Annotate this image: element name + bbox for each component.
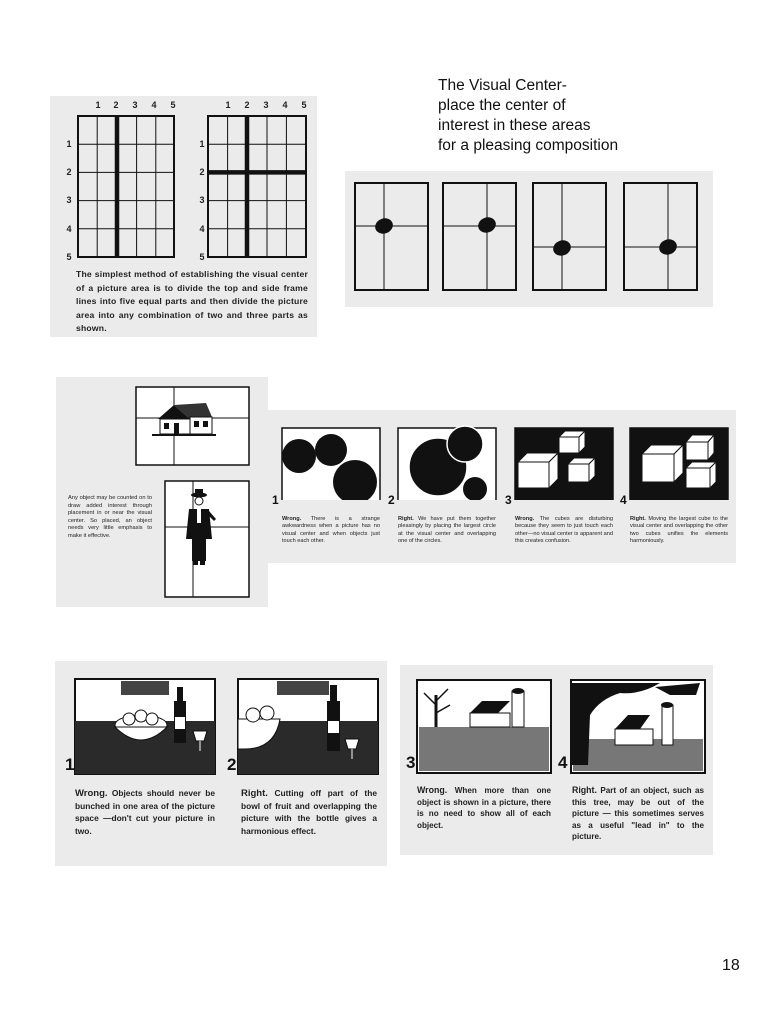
grid-vertical-division — [78, 116, 174, 257]
object-placement-caption: Any object may be counted on to draw added interest through placement in or near the visual center. So placed, an object needs very little emphasis to make it effective. — [68, 495, 152, 539]
still-life-right — [238, 679, 378, 774]
cubes-right-caption: Right. Moving the largest cube to the visual center and overlapping the other two cubes unifies the elements harmoniously. — [630, 516, 728, 545]
circles-cubes-panel — [268, 410, 736, 563]
grid-method-panel — [50, 96, 317, 337]
circles-right-caption: Right. We have put them together pleasingly by placing the largest circle at the visual center and overlapping one of the circles. — [398, 516, 496, 545]
grid-method-caption: The simplest method of establishing the visual center of a picture area is to divide the top and side frame lines into five equal parts and then divide the picture area into any combination of two and three parts as shown. — [76, 269, 308, 333]
figure-number: 4 — [620, 493, 627, 507]
visual-center-title — [438, 76, 698, 156]
figure-number: 2 — [388, 493, 395, 507]
landscape-right — [571, 680, 705, 773]
grid-row-number: 4 — [199, 224, 205, 234]
grid-column-number: 3 — [263, 100, 269, 110]
grid-cross-division — [208, 116, 306, 257]
object-placement-panel — [56, 377, 268, 607]
landscape-right-caption: Right. Part of an object, such as this tree, may be out of the picture — this sometimes serves as a useful "lead in" to the picture. — [572, 785, 705, 842]
still-life-frames — [55, 661, 387, 776]
page-number: 18 — [722, 957, 740, 974]
grid-column-number: 5 — [301, 100, 307, 110]
grid-row-number: 1 — [199, 139, 205, 149]
grid-row-number: 5 — [199, 252, 205, 262]
grid-row-number: 3 — [66, 195, 72, 205]
grid-row-number: 5 — [66, 252, 72, 262]
landscape-wrong-caption: Wrong. When more than one object is shown in a picture, there is no need to show all of each object. — [417, 785, 551, 830]
cubes-wrong-caption: Wrong. The cubes are disturbing because they seem to just touch each other—no visual center is apparent and this creates confusion. — [515, 516, 613, 545]
grid-column-number: 4 — [151, 100, 157, 110]
figure-number: 3 — [505, 493, 512, 507]
still-life-panel — [55, 661, 387, 866]
grid-column-number: 4 — [282, 100, 288, 110]
figure-number: 3 — [406, 753, 416, 772]
grid-column-number: 2 — [244, 100, 250, 110]
title-line: The Visual Center- — [438, 77, 567, 94]
landscape-panel — [400, 665, 713, 855]
circles-cubes-frames — [268, 410, 736, 500]
center-blob — [476, 215, 498, 235]
figure-number: 1 — [272, 493, 279, 507]
landscape-frames — [400, 665, 713, 780]
still-life-right-caption: Right. Cutting off part of the bowl of fruit and overlapping the picture with the bottle gives a harmonious effect. — [241, 788, 377, 836]
title-line: for a pleasing composition — [438, 137, 619, 154]
center-blob — [657, 237, 679, 257]
grid-column-number: 1 — [95, 100, 101, 110]
center-blob — [373, 216, 395, 236]
grid-column-number: 2 — [113, 100, 119, 110]
grid-row-number: 2 — [199, 167, 205, 177]
grid-row-number: 3 — [199, 195, 205, 205]
figure-number: 2 — [227, 755, 237, 774]
grid-column-number: 5 — [170, 100, 176, 110]
grid-row-number: 4 — [66, 224, 72, 234]
visual-center-frames — [345, 171, 713, 307]
still-life-wrong-caption: Wrong. Objects should never be bunched in one area of the picture space —don't cut your picture in two. — [75, 788, 215, 836]
grid-column-number: 1 — [225, 100, 231, 110]
figure-number: 1 — [65, 755, 75, 774]
grid-diagrams — [50, 96, 317, 266]
still-life-wrong — [75, 679, 215, 774]
grid-column-number: 3 — [132, 100, 138, 110]
landscape-wrong — [417, 680, 551, 773]
figure-number: 4 — [558, 753, 568, 772]
object-placement-frames — [56, 377, 268, 607]
grid-row-number: 2 — [66, 167, 72, 177]
center-blob — [551, 238, 573, 258]
grid-row-number: 1 — [66, 139, 72, 149]
title-line: place the center of — [438, 97, 566, 114]
title-line: interest in these areas — [438, 117, 591, 134]
circles-wrong-caption: Wrong. There is a strange awkwardness when a picture has no visual center and when objects just touch each other. — [282, 516, 380, 545]
visual-center-panel — [345, 171, 713, 307]
